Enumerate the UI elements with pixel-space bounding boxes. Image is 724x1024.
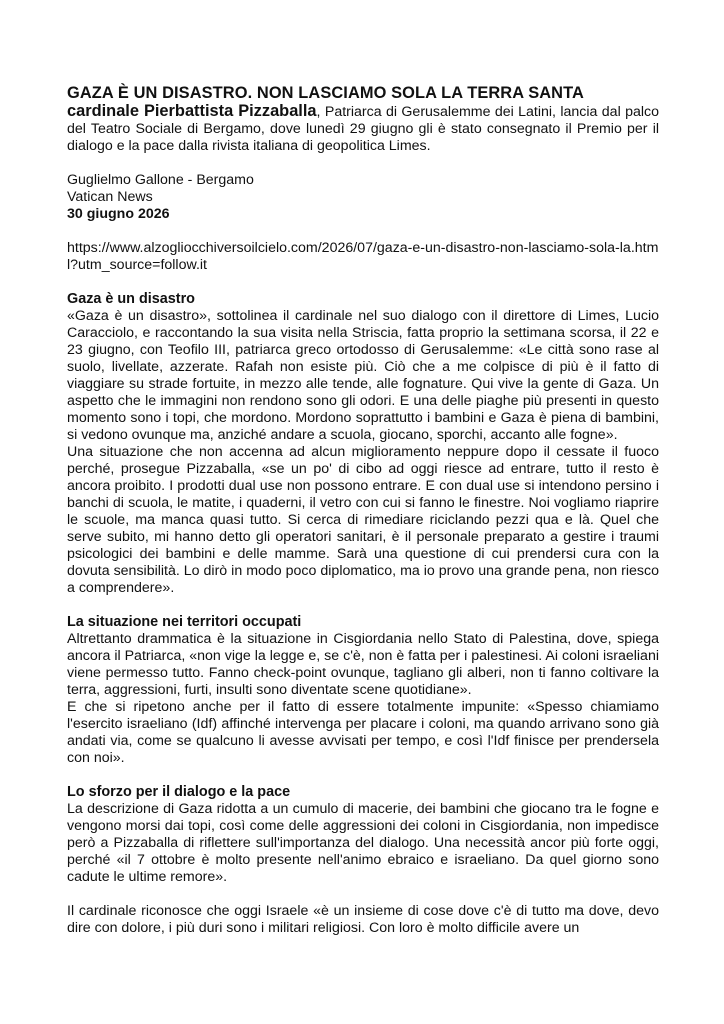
paragraph: Una situazione che non accenna ad alcun miglioramento neppure dopo il cessate il fuoco perché, prosegue Pizzaballa, «se un po' di cibo ad oggi riesce ad entrare, tutto il resto è ancora proibito. I prodotti dual use non possono entrare. E con dual use si intendono persino i banchi di scuola, le matite, i quaderni, il vetro con cui si fanno le finestre. Noi vogliamo riaprire le scuole, ma manca quasi tutto. Si cerca di rimediare riciclando pezzi qua e là. Quel che serve subito, mi hanno detto gli operatori sanitari, è il personale preparato a gestire i traumi psicologici dei bambini e delle mamme. Sarà una questione di cui prendersi cura con la dovuta sensibilità. Lo dirò in modo poco diplomatico, ma io provo una grande pena, non riesco a comprendere». <box>67 444 659 596</box>
article-title: GAZA È UN DISASTRO. NON LASCIAMO SOLA LA TERRA SANTA <box>67 84 584 102</box>
paragraph: «Gaza è un disastro», sottolinea il cardinale nel suo dialogo con il direttore di Limes, Lucio Caracciolo, e raccontando la sua visita nella Striscia, fatta proprio la settimana scorsa, il 22 e 23 giugno, con Teofilo III, patriarca greco ortodosso di Gerusalemme: «Le città sono rase al suolo, livellate, azzerate. Rafah non esiste più. Ciò che a me colpisce di più è il fatto di viaggiare su strade fortuite, in mezzo alle tende, alle fognature. Qui vive la gente di Gaza. Un aspetto che le immagini non rendono sono gli odori. E una delle piaghe più presenti in questo momento sono i topi, che mordono. Mordono soprattutto i bambini e Gaza è piena di bambini, si vedono ovunque ma, anziché andare a scuola, giocano, sporchi, accanto alle fogne». <box>67 308 659 443</box>
paragraph: E che si ripetono anche per il fatto di essere totalmente impunite: «Spesso chiamiamo l'esercito israeliano (Idf) affinché intervenga per placare i coloni, ma quando arrivano sono già andati via, come se qualcuno li avesse avvisati per tempo, e così l'Idf finisce per prendersela con noi». <box>67 699 659 766</box>
article-lead <box>67 103 659 155</box>
document-page <box>67 84 659 937</box>
speaker-name: cardinale Pierbattista Pizzaballa <box>67 102 317 120</box>
section-dialogue-peace <box>67 784 659 886</box>
section-heading: Lo sforzo per il dialogo e la pace <box>67 784 291 800</box>
section-occupied-territories <box>67 614 659 767</box>
byline-block <box>67 172 659 223</box>
section-heading: Gaza è un disastro <box>67 291 195 307</box>
paragraph: Altrettanto drammatica è la situazione in Cisgiordania nello Stato di Palestina, dove, spiega ancora il Patriarca, «non vige la legge e, se c'è, non è fatta per i palestinesi. Ai coloni israeliani viene permesso tutto. Fanno check-point ovunque, tagliano gli alberi, non ti fanno coltivare la terra, aggressioni, furti, insulti sono diventate scene quotidiane». <box>67 631 659 698</box>
publication-date: 30 giugno 2026 <box>67 206 170 222</box>
closing-paragraph: Il cardinale riconosce che oggi Israele «è un insieme di cose dove c'è di tutto ma dove, devo dire con dolore, i più duri sono i militari religiosi. Con loro è molto difficile avere un <box>67 903 659 936</box>
source-url[interactable]: https://www.alzogliocchiversoilcielo.com/2026/07/gaza-e-un-disastro-non-lasciamo-sola-la.html?utm_source=follow.it <box>67 240 659 273</box>
source-name: Vatican News <box>67 189 153 205</box>
byline: Guglielmo Gallone - Bergamo <box>67 172 254 188</box>
paragraph: La descrizione di Gaza ridotta a un cumulo di macerie, dei bambini che giocano tra le fogne e vengono morsi dai topi, così come delle aggressioni dei coloni in Cisgiordania, non impedisce però a Pizzaballa di riflettere sull'importanza del dialogo. Una necessità ancor più forte oggi, perché «il 7 ottobre è molto presente nell'animo ebraico e israeliano. Da quel giorno sono cadute le ultime remore». <box>67 801 659 885</box>
lead-text: , Patriarca di Gerusalemme dei Latini, lancia dal palco del Teatro Sociale di Bergamo, dove lunedì 29 giugno gli è stato consegnato il Premio per il dialogo e la pace dalla rivista italiana di geopolitica Limes. <box>67 104 660 154</box>
section-gaza <box>67 291 659 597</box>
section-heading: La situazione nei territori occupati <box>67 614 302 630</box>
